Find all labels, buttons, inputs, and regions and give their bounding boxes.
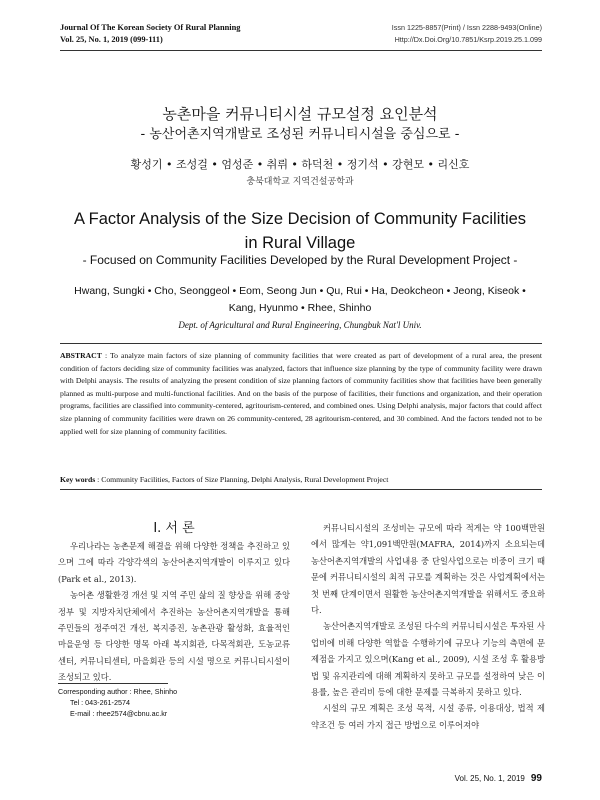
abstract-top-divider [60,343,542,344]
issn-text: Issn 1225-8857(Print) / Issn 2288-9493(Online) [391,23,542,32]
footnote [58,686,177,719]
english-authors-line1: Hwang, Sungki • Cho, Seonggeol • Eom, Seong Jun • Qu, Rui • Ha, Deokcheon • Jeong, Kiseok • [74,285,526,297]
abstract-text: : To analyze main factors of size planning of community facilities that were created as part of development of a rural area, the present condition of factors deciding size of community facilities was analyzed, factors that influence size planning by the type of community facility were drawn with Delphi anaysis. The results of analyzing the present condition of size planning factors of community facilities show that facilities have been generally planned as multi-purpose and multi-functional facilities. And on the basis of the purpose of facilities, their functions and organization, and their operation programs, facilities are classified into community-centered, agritourism-centered, and combined ones. Using Delphi analysis, major factors that could affect size planning of community facilities were drawn on 26 community-centered, 28 agritourism-centered, and 30 combined. And the factors tended not to be applied well for size planning of community facilities. [60,351,542,436]
keywords-label: Key words [60,475,96,484]
body-column-right [311,520,545,733]
korean-affiliation: 충북대학교 지역건설공학과 [246,177,354,187]
journal-header [60,22,240,46]
page-number: 99 [530,773,542,784]
keywords [60,474,542,486]
footnote-divider [58,683,168,684]
body-paragraph: 농어촌 생활환경 개선 및 지역 주민 삶의 질 향상을 위해 중앙정부 및 지방자치단체에서 추진하는 농산어촌지역개발을 통해 주민들의 정주여건 개선, 복지증진, 농촌관광 활성화, 효율적인 마을운영 등 다양한 명목 아래 복지회관, 다목적회관, 도농교류센터, 커뮤니티센터, 마을회관 등의 시설 명으로 커뮤니티시설이 조성되고 있다. [58,590,290,683]
body-paragraph: 우리나라는 농촌문제 해결을 위해 다양한 정책을 추진하고 있으며 그에 따라 각양각색의 농산어촌지역개발이 이루지고 있다(Park et al., 2013). [58,541,290,584]
body-paragraph: 시설의 규모 계획은 조성 목적, 시설 종류, 이용대상, 법적 제약조건 등 여러 가지 접근 방법으로 이루어져야 [311,703,545,730]
body-paragraph: 농산어촌지역개발로 조성된 다수의 커뮤니티시설은 투자된 사업비에 비해 다양한 역할을 수행하기에 규모나 기능의 측면에 문제점을 가지고 있으며(Kang et al., 2009), 시설 조성 후 활용방법 및 유지관리에 대해 계획하지 못하고 규모를 설정하여 낮은 이용률, 높은 관리비 등에 대한 문제를 극복하지 못하고 있다. [311,621,545,698]
abstract [60,350,542,438]
author-phone: Tel : 043-261-2574 [70,698,130,707]
header-divider [60,50,542,51]
english-title-line2: in Rural Village [244,234,356,252]
english-title [40,207,560,255]
english-subtitle: - Focused on Community Facilities Developed by the Rural Development Project - [82,253,518,267]
abstract-bottom-divider [60,489,542,490]
doi-link[interactable]: Http://Dx.Doi.Org/10.7851/Ksrp.2019.25.1.099 [394,35,542,44]
abstract-label: ABSTRACT [60,351,102,360]
corresponding-author: Corresponding author : Rhee, Shinho [58,687,178,696]
body-paragraph: 커뮤니티시설의 조성비는 규모에 따라 적게는 약 100백만원에서 많게는 약1,091백만원(MAFRA, 2014)까지 소요되는데 농산어촌지역개발의 사업내용 중 단일사업으로는 비중이 크기 때문에 커뮤니티시설의 최적 규모를 계획하는 것은 사업계획에서는 첫 번째 단계이면서 원활한 농산어촌지역개발을 위해서도 중요하다. [311,523,545,616]
english-title-line1: A Factor Analysis of the Size Decision of Community Facilities [73,210,527,228]
english-affiliation: Dept. of Agricultural and Rural Engineering, Chungbuk Nat'l Univ. [178,320,422,330]
page-footer [455,773,542,784]
english-authors [40,283,560,317]
author-email[interactable]: E-mail : rhee2574@cbnu.ac.kr [70,709,168,718]
journal-name: Journal Of The Korean Society Of Rural Planning [60,23,241,32]
english-authors-line2: Kang, Hyunmo • Rhee, Shinho [228,302,372,314]
korean-authors: 황성기 • 조성걸 • 엄성준 • 취뤼 • 하덕천 • 정기석 • 강현모 • 리신호 [130,158,470,171]
keywords-text: : Community Facilities, Factors of Size Planning, Delphi Analysis, Rural Development Project [97,475,389,484]
section-heading: Ⅰ. 서 론 [153,521,195,536]
journal-volume: Vol. 25, No. 1, 2019 (099-111) [60,35,163,44]
body-column-left [58,538,290,686]
issn-header [392,22,542,46]
korean-subtitle: - 농산어촌지역개발로 조성된 커뮤니티시설을 중심으로 - [140,127,460,142]
korean-title: 농촌마을 커뮤니티시설 규모설정 요인분석 [162,105,438,123]
footer-issue: Vol. 25, No. 1, 2019 [454,774,525,783]
